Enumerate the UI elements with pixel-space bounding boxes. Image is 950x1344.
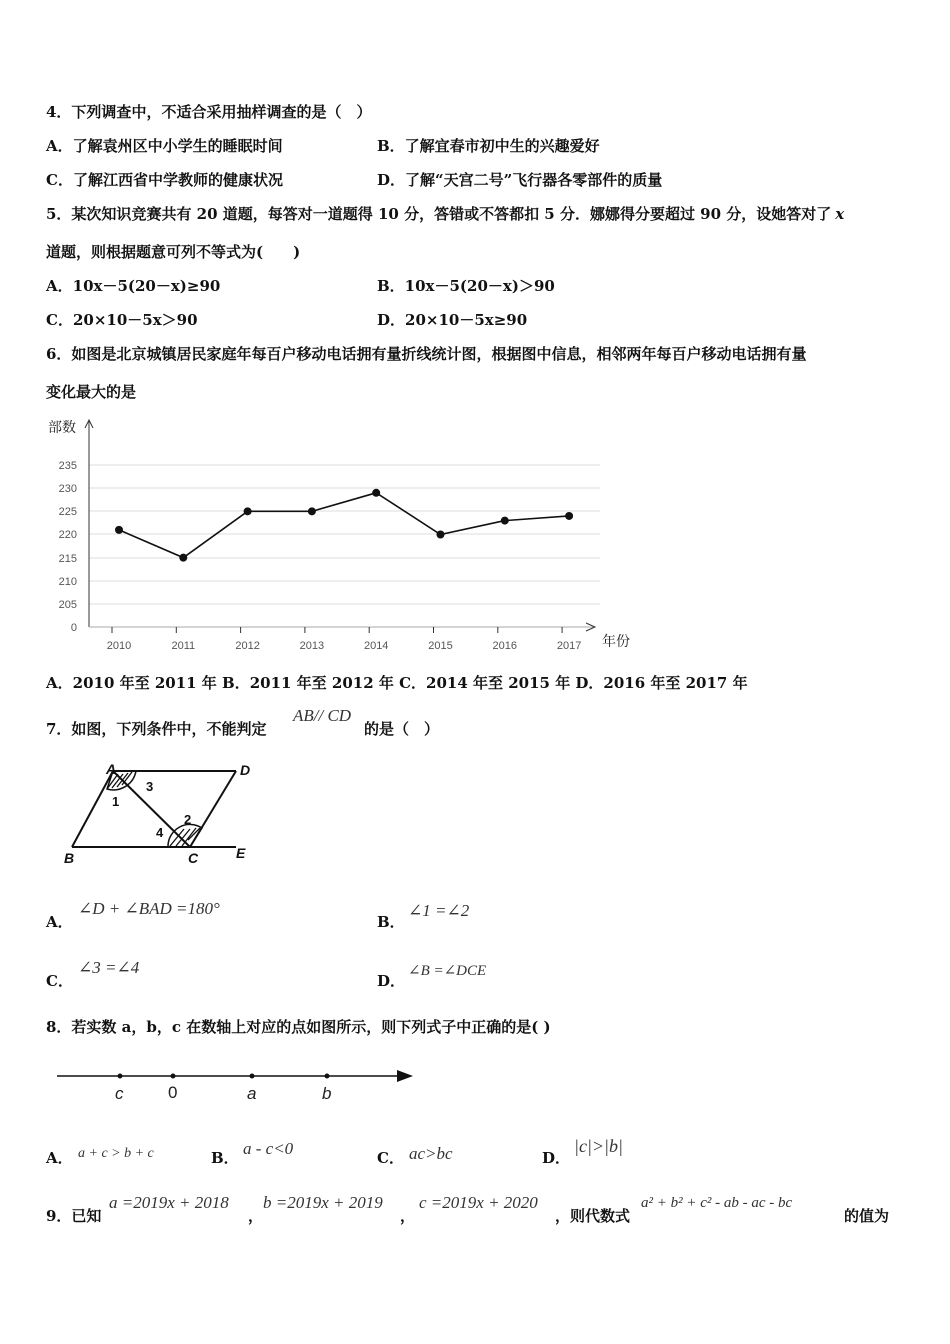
q7-option-c-label: C．: [46, 972, 73, 990]
data-point: [372, 489, 380, 497]
q8-option-d-label: D．: [542, 1149, 571, 1167]
label-b: b: [322, 1084, 332, 1103]
data-point: [308, 507, 316, 515]
point-label-b: B: [64, 850, 75, 866]
angle-label-2: 2: [184, 812, 192, 827]
q6-stem-line1: 6．如图是北京城镇居民家庭年每百户移动电话拥有量折线统计图，根据图中信息，相邻两年每百户移动电话拥有量: [46, 345, 807, 363]
y-tick-label: 225: [58, 506, 77, 518]
q7-option-d-label: D．: [377, 972, 406, 990]
q8-option-c-label: C．: [377, 1149, 404, 1167]
number-line: [55, 1062, 425, 1112]
q4-option-b: B．了解宜春市初中生的兴趣爱好: [377, 137, 600, 155]
point-c: [118, 1074, 123, 1079]
q9-expression: a² + b² + c² - ab - ac - bc: [641, 1195, 793, 1211]
q9-post: 的值为: [844, 1207, 890, 1225]
q7-option-b-math: ∠1 =∠2: [408, 901, 470, 920]
x-tick-label: 2012: [235, 640, 260, 652]
label-a: a: [247, 1084, 257, 1103]
q6-stem-line2: 变化最大的是: [46, 383, 137, 401]
x-tick-label: 2015: [428, 640, 453, 652]
data-point: [179, 554, 187, 562]
data-point: [115, 526, 123, 534]
x-tick-label: 2010: [106, 640, 132, 652]
y-tick-label: 220: [58, 529, 77, 541]
q4-option-d: D．了解“天宫二号”飞行器各零部件的质量: [377, 171, 663, 189]
q9-a-def: a =2019x + 2018: [109, 1193, 229, 1212]
x-tick-label: 2016: [492, 640, 518, 652]
q7-option-d-math: ∠B =∠DCE: [408, 963, 487, 979]
q8-option-b-label: B．: [211, 1149, 239, 1167]
data-point: [244, 507, 252, 515]
label-c: c: [115, 1084, 124, 1103]
q9-b-def: b =2019x + 2019: [263, 1193, 383, 1212]
x-tick-label: 2017: [556, 640, 582, 652]
point-b: [325, 1074, 330, 1079]
q7-stem-post: 的是（ ）: [364, 720, 440, 738]
q5-stem-line2: 道题，则根据题意可列不等式为( ): [46, 243, 301, 261]
q7-option-b-label: B．: [377, 913, 405, 931]
y-tick-label: 0: [70, 622, 77, 634]
data-point: [565, 512, 573, 520]
q9-sep2: ，: [400, 1207, 416, 1225]
q5-option-d: D．20×10－5x≥90: [377, 311, 528, 329]
x-tick-label: 2011: [171, 640, 196, 652]
point-a: [250, 1074, 255, 1079]
point-label-e: E: [236, 845, 246, 861]
x-axis-label: 年份: [602, 633, 630, 649]
angle-label-4: 4: [156, 825, 164, 840]
q7-stem-math: AB// CD: [293, 706, 352, 725]
q8-option-b-math: a - c<0: [243, 1139, 294, 1158]
q4-option-c: C．了解江西省中学教师的健康状况: [46, 171, 283, 189]
q4-option-a: A．了解袁州区中小学生的睡眠时间: [46, 137, 283, 155]
q5-option-b: B．10x－5(20－x)＞90: [377, 277, 555, 295]
point-zero: [171, 1074, 176, 1079]
y-tick-label: 210: [58, 576, 77, 588]
point-label-c: C: [188, 850, 199, 866]
y-tick-label: 230: [58, 483, 77, 495]
data-point: [437, 531, 445, 539]
parallelogram-figure: [60, 760, 270, 870]
label-zero: 0: [168, 1083, 178, 1102]
angle-label-3: 3: [146, 779, 154, 794]
q8-option-a-label: A．: [46, 1149, 73, 1167]
q5-option-c: C．20×10－5x＞90: [46, 311, 198, 329]
q9-pre: 9．已知: [46, 1207, 102, 1225]
q5-stem-line1: 5．某次知识竞赛共有 20 道题，每答对一道题得 10 分，答错或不答都扣 5 分．娜娜得分要超过 90 分，设她答对了 x: [46, 205, 845, 223]
q8-stem: 8．若实数 a，b，c 在数轴上对应的点如图所示，则下列式子中正确的是( ): [46, 1018, 551, 1036]
angle-label-1: 1: [112, 794, 120, 809]
q8-option-a-math: a + c > b + c: [78, 1146, 154, 1161]
x-tick-label: 2013: [299, 640, 325, 652]
data-point: [501, 517, 509, 525]
q5-var-x: x: [835, 205, 845, 223]
q7-stem-pre: 7．如图，下列条件中，不能判定: [46, 720, 267, 738]
q5-option-a: A．10x－5(20－x)≥90: [46, 277, 221, 295]
point-label-d: D: [240, 762, 251, 778]
x-tick-label: 2014: [363, 640, 389, 652]
q8-option-c-math: ac>bc: [409, 1144, 453, 1163]
q6-options: A．2010 年至 2011 年 B．2011 年至 2012 年 C．2014 年至 2015 年 D．2016 年至 2017 年: [46, 674, 748, 692]
y-axis-label: 部数: [48, 419, 76, 435]
y-tick-label: 205: [58, 599, 77, 611]
series-line: [119, 493, 569, 558]
q7-option-a-label: A．: [46, 913, 73, 931]
number-line-arrow: [397, 1070, 413, 1082]
segment-ab: [72, 771, 113, 847]
point-label-a: A: [106, 761, 117, 777]
q4-stem: 4．下列调查中，不适合采用抽样调查的是（ ）: [46, 103, 372, 121]
y-tick-label: 215: [58, 553, 77, 565]
q9-sep1: ，: [248, 1207, 264, 1225]
y-tick-label: 235: [58, 460, 77, 472]
q8-option-d-math: |c|>|b|: [574, 1136, 623, 1156]
line-chart: [40, 412, 660, 662]
q7-option-a-math: ∠D + ∠BAD =180°: [78, 899, 220, 918]
q7-option-c-math: ∠3 =∠4: [78, 958, 140, 977]
q9-c-def: c =2019x + 2020: [419, 1193, 538, 1212]
q9-mid: ，则代数式: [555, 1207, 631, 1225]
